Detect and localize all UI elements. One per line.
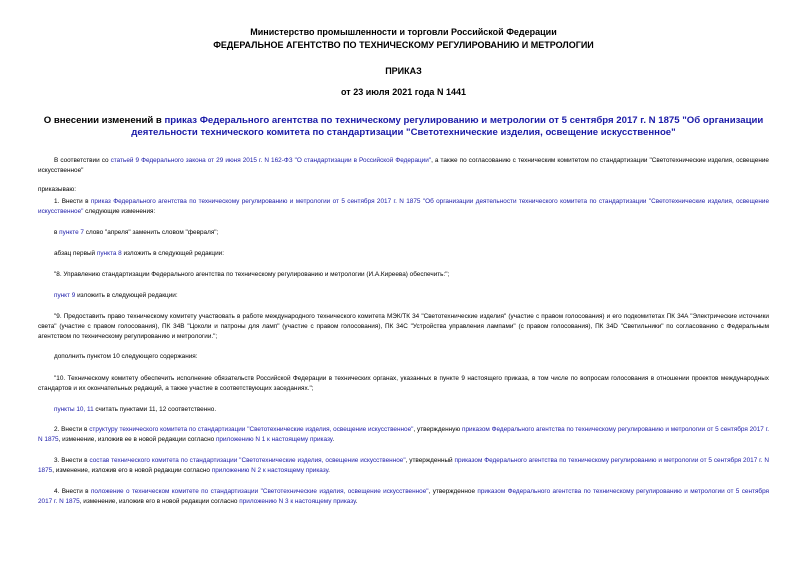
document-type: ПРИКАЗ bbox=[385, 66, 422, 76]
paragraph-text: . bbox=[355, 498, 358, 506]
paragraph-point-10-text: "10. Техническому комитету обеспечить исполнение обязательств Российской Федерации в технических органах, указанных в пункте 9 настоящего приказа, в том числе по вопросам голосования в отношении проектов международных стандартов и их окончательных редакций, а также участие в соответствующих заседаниях."; bbox=[38, 375, 769, 393]
composition-link[interactable]: состав технического комитета по стандартизации "Светотехнические изделия, освещение искусственное" bbox=[89, 457, 406, 464]
title-prefix: О внесении изменений в bbox=[43, 115, 165, 126]
appendix-2-link[interactable]: приложению N 2 к настоящему приказу bbox=[211, 467, 329, 475]
paragraph-text: В соответствии со bbox=[54, 157, 111, 164]
order-link[interactable]: приказом Федерального агентства по техническому регулированию и метрологии от 5 сентября 2017 г. N 1875 bbox=[38, 457, 769, 475]
paragraph-text: считать пунктами 11, 12 соответственно. bbox=[93, 406, 217, 413]
order-link[interactable]: приказом Федерального агентства по техническому регулированию и метрологии от 5 сентября 2017 г. N 1875 bbox=[38, 488, 770, 506]
ministry-name: Министерство промышленности и торговли Российской Федерации bbox=[250, 27, 557, 37]
paragraph-text: , утвержденное bbox=[428, 488, 478, 495]
paragraph-text: 2. Внести в bbox=[54, 426, 90, 433]
paragraph-text: слово "апреля" заменить словом "февраля"; bbox=[83, 229, 219, 236]
paragraph-text: 3. Внести в bbox=[54, 457, 90, 464]
document-title bbox=[38, 115, 769, 139]
paragraph-text: , изменение, изложив ее в новой редакции согласно bbox=[58, 436, 216, 444]
paragraph-point-8-text: "8. Управлению стандартизации Федерального агентства по техническому регулированию и метрологии (И.А.Киреева) обеспечить:"; bbox=[54, 271, 450, 278]
paragraph-text: следующие изменения: bbox=[83, 208, 156, 216]
paragraph-text: , утвержденный bbox=[405, 457, 455, 464]
points-10-11-link[interactable]: пункты 10, 11 bbox=[54, 406, 94, 413]
paragraph-text: абзац первый bbox=[54, 250, 97, 257]
order-link[interactable]: приказом Федерального агентства по техническому регулированию и метрологии от 5 сентября 2017 г. N 1875 bbox=[38, 426, 769, 444]
paragraph-text: изложить в следующей редакции: bbox=[75, 292, 178, 299]
paragraph-text: . bbox=[328, 467, 330, 475]
appendix-1-link[interactable]: приложению N 1 к настоящему приказу bbox=[215, 436, 333, 444]
agency-name: ФЕДЕРАЛЬНОЕ АГЕНТСТВО ПО ТЕХНИЧЕСКОМУ РЕГУЛИРОВАНИЮ И МЕТРОЛОГИИ bbox=[213, 40, 594, 50]
paragraph-text: , изменение, изложив его в новой редакции согласно bbox=[52, 467, 212, 475]
paragraph-point-9-text: "9. Предоставить право техническому комитету участвовать в работе международного технического комитета МЭК/ТК 34 "Светотехнические изделия" (участие с правом голосования) и его подкомитетах ПК 34A "Электрические источники света" (участие с правом голосования), ПК 34B "Цоколи и патроны для ламп" (участие с правом голосования), ПК 34C "Устройства управления лампами" (с правом голосования), ПК 34D "Светильники" по согласованию с Федеральным агентством по техническому регулированию и метрологии."; bbox=[38, 313, 769, 341]
point-8-link[interactable]: пункта 8 bbox=[96, 250, 122, 257]
paragraph-add-point-10: дополнить пунктом 10 следующего содержания: bbox=[54, 353, 198, 360]
order-1875-link[interactable]: приказ Федерального агентства по техническому регулированию и метрологии от 5 сентября 2017 г. N 1875 "Об организации деятельности технического комитета по стандартизации "Светотехнические изделия, освещение искусственное" bbox=[38, 198, 769, 216]
paragraph-item-4 bbox=[38, 487, 769, 507]
point-9-link[interactable]: пункт 9 bbox=[54, 292, 76, 299]
paragraph-text: , а также по согласованию с техническим комитетом по стандартизации "Светотехнические изделия, освещение искусственное" bbox=[38, 157, 769, 175]
paragraph-text: . bbox=[332, 436, 335, 444]
point-7-link[interactable]: пункте 7 bbox=[59, 229, 84, 236]
paragraph-text: , утвержденную bbox=[413, 426, 462, 433]
paragraph-text: изложить в следующей редакции: bbox=[121, 250, 224, 257]
paragraph-order-word: приказываю: bbox=[38, 186, 76, 193]
paragraph-item-1 bbox=[38, 197, 769, 217]
paragraph-text: 4. Внести в bbox=[54, 488, 91, 495]
regulation-link[interactable]: положение о техническом комитете по стандартизации "Светотехнические изделия, освещение искусственное" bbox=[90, 488, 429, 495]
appendix-3-link[interactable]: приложению N 3 к настоящему приказу bbox=[239, 498, 356, 506]
paragraph-item-3 bbox=[38, 456, 769, 476]
law-article-link[interactable]: статьей 9 Федерального закона от 29 июня 2015 г. N 162-ФЗ "О стандартизации в Российской Федерации" bbox=[110, 157, 432, 164]
title-order-link[interactable]: приказ Федерального агентства по техническому регулированию и метрологии от 5 сентября 2017 г. N 1875 "Об организации деятельности технического комитета по стандартизации "Светотехнические изделия, освещение искусственное" bbox=[131, 115, 764, 138]
paragraph-text: в bbox=[54, 229, 60, 236]
paragraph-item-8 bbox=[38, 249, 769, 259]
document-date-number: от 23 июля 2021 года N 1441 bbox=[341, 87, 466, 97]
paragraph-text: 1. Внести в bbox=[54, 198, 91, 205]
paragraph-item-2 bbox=[38, 425, 769, 445]
paragraph-item-9 bbox=[38, 291, 769, 301]
paragraph-basis bbox=[38, 156, 769, 176]
structure-link[interactable]: структуру технического комитета по стандартизации "Светотехнические изделия, освещение искусственное" bbox=[89, 426, 414, 433]
paragraph-renumber bbox=[38, 405, 769, 415]
paragraph-text: , изменение, изложив его в новой редакции согласно bbox=[79, 498, 240, 506]
paragraph-item-7 bbox=[38, 228, 769, 238]
